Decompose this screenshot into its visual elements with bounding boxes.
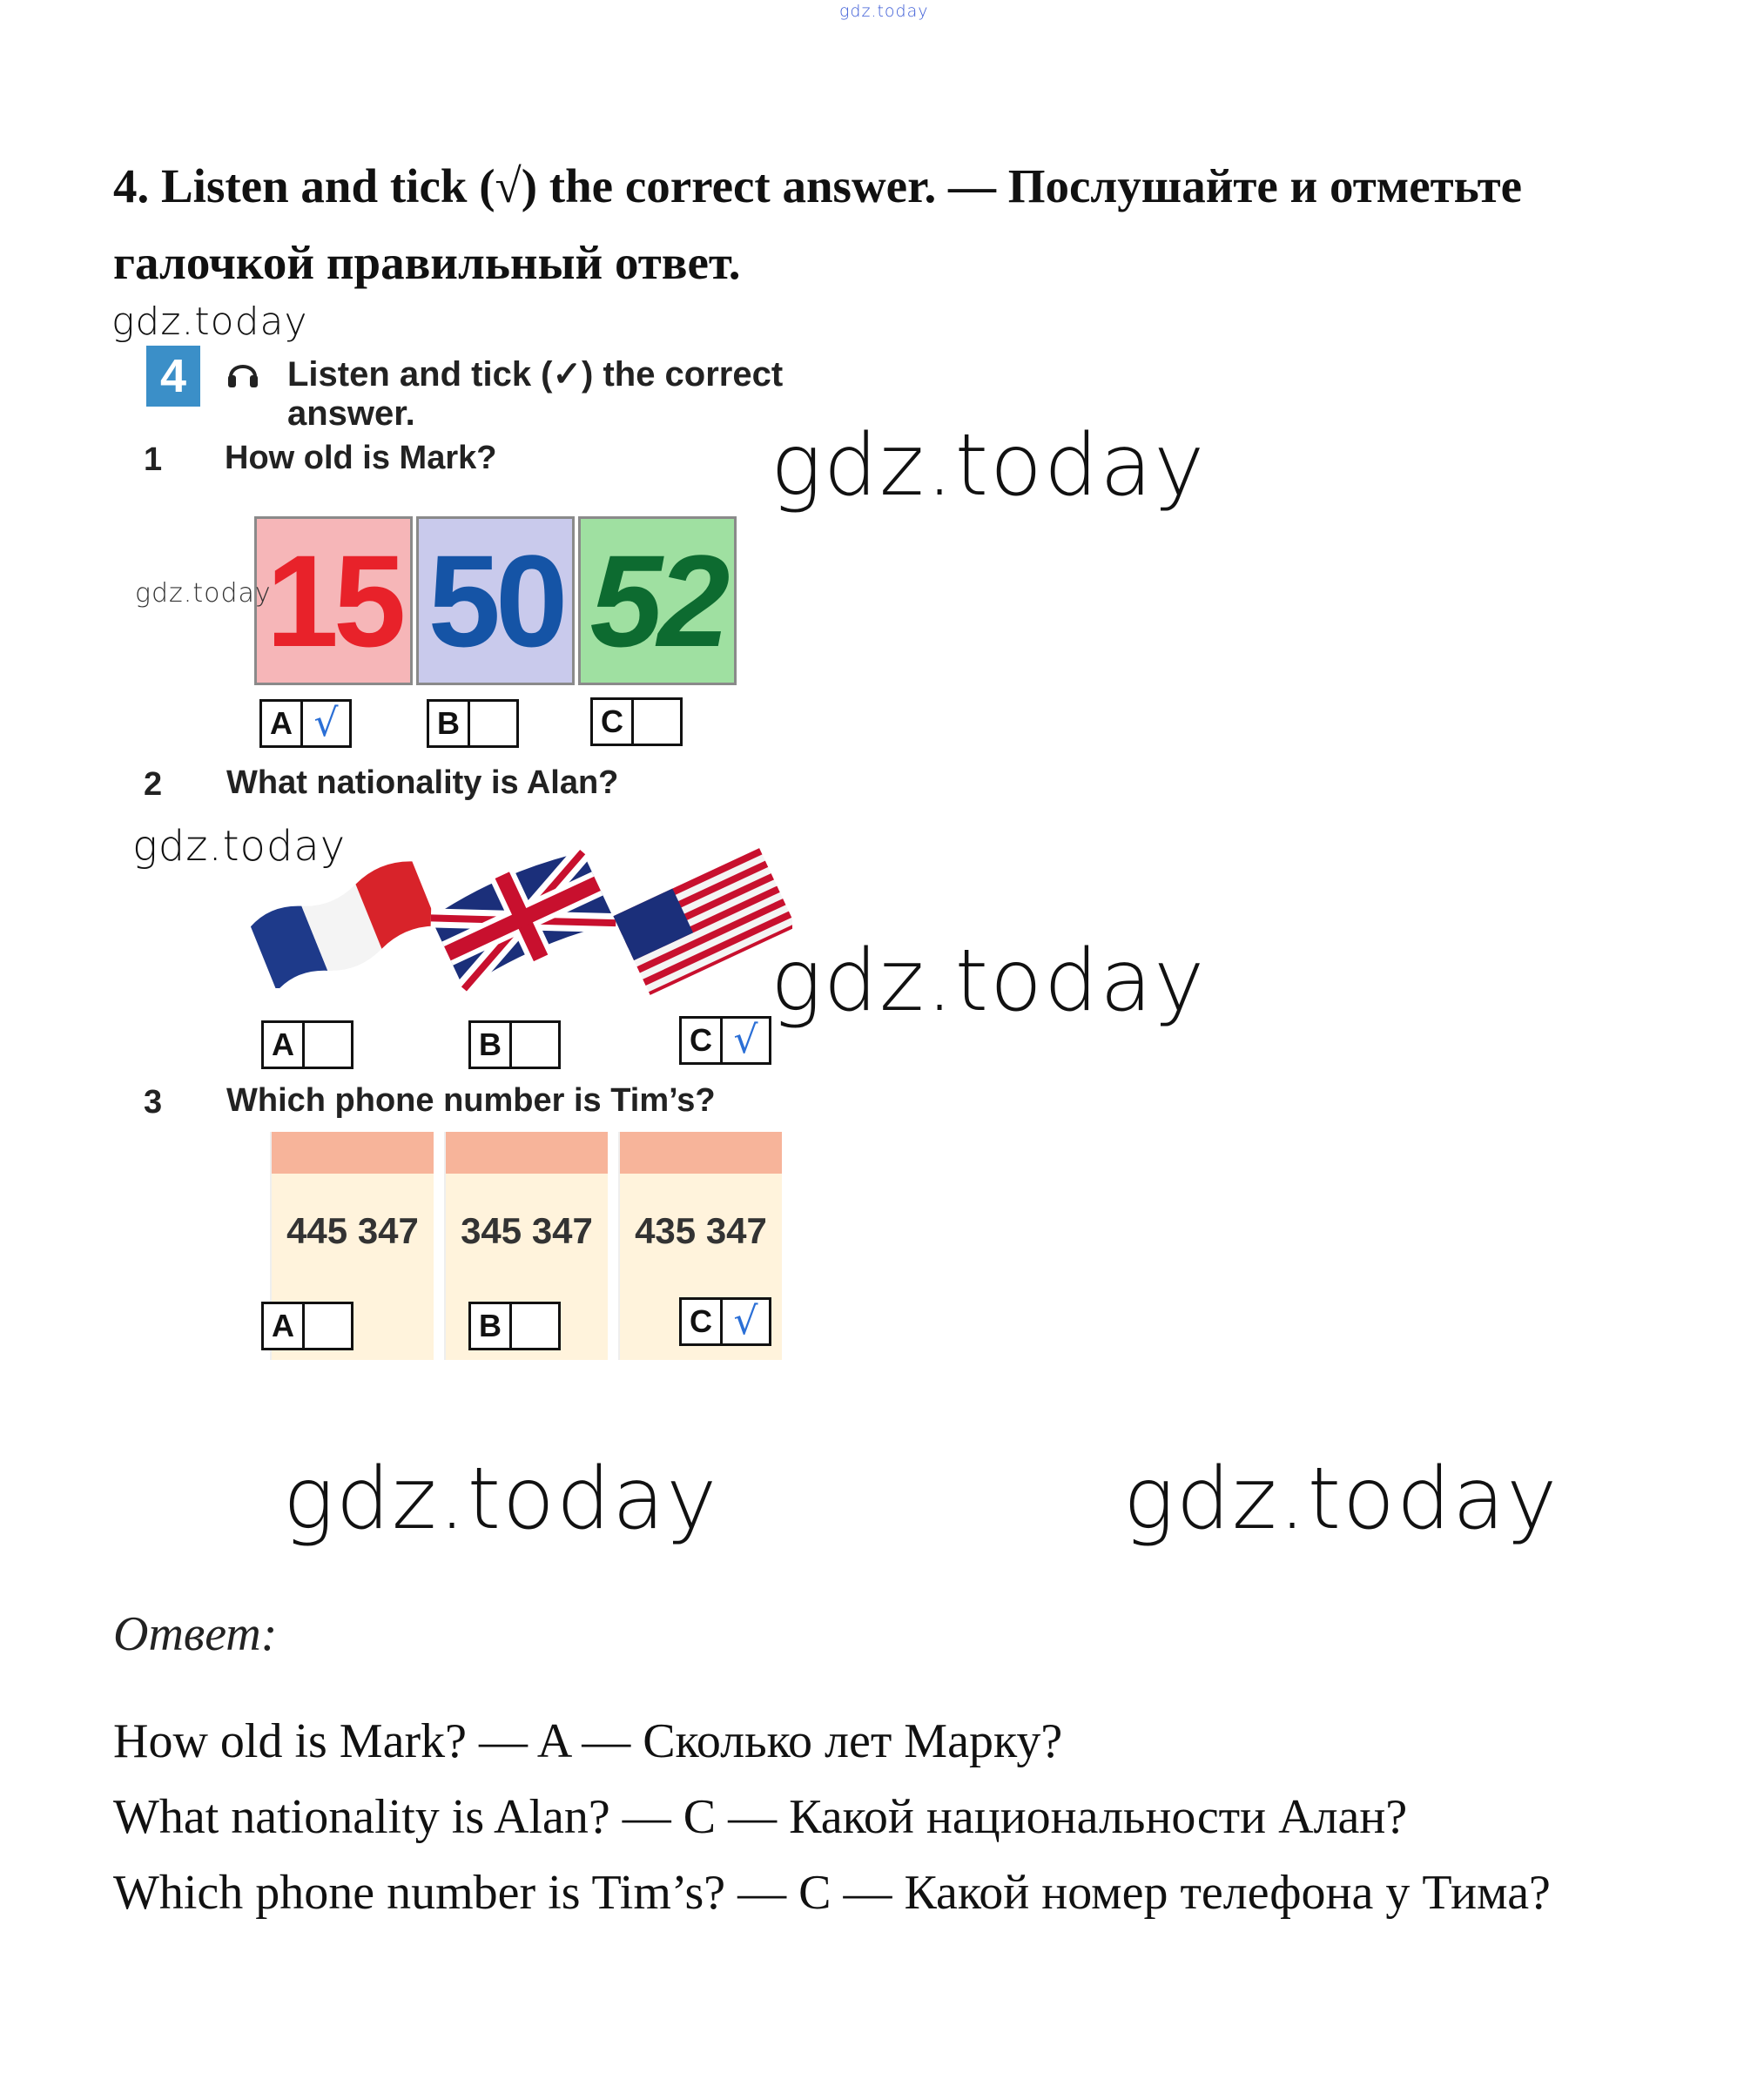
age-card-b: 50 xyxy=(416,516,575,685)
option-box-b[interactable] xyxy=(468,1302,561,1350)
phone-card-header xyxy=(272,1132,434,1174)
tick-mark xyxy=(634,700,680,744)
tick-mark: √ xyxy=(733,1018,758,1062)
watermark: gdz.today xyxy=(1123,1450,1559,1549)
tick-mark xyxy=(512,1023,558,1067)
answer-line: Which phone number is Tim’s? — C — Какой номер телефона у Тима? xyxy=(113,1866,1551,1920)
phone-number: 345 347 xyxy=(461,1210,593,1251)
option-box-a[interactable] xyxy=(261,1302,353,1350)
option-box-a[interactable] xyxy=(261,1020,353,1069)
option-box-c[interactable] xyxy=(679,1297,771,1346)
option-letter: C xyxy=(593,700,634,744)
question-text: What nationality is Alan? xyxy=(226,764,619,801)
tick-mark: √ xyxy=(733,1299,758,1343)
watermark: gdz.today xyxy=(135,578,272,609)
option-box-a[interactable] xyxy=(259,699,352,748)
option-letter: C xyxy=(682,1300,723,1343)
phone-card-header xyxy=(620,1132,782,1174)
answer-label: Ответ: xyxy=(113,1607,278,1661)
phone-card-header xyxy=(446,1132,608,1174)
watermark: gdz.today xyxy=(771,416,1207,515)
option-letter: A xyxy=(262,702,303,745)
phone-number: 435 347 xyxy=(635,1210,767,1251)
option-box-b[interactable] xyxy=(427,699,519,748)
phone-number: 445 347 xyxy=(286,1210,419,1251)
tick-mark xyxy=(470,702,516,745)
usa-flag-icon xyxy=(609,836,792,1001)
watermark: gdz.today xyxy=(132,822,347,871)
headphones-icon xyxy=(226,356,259,391)
option-letter: B xyxy=(471,1304,512,1348)
answer-line: What nationality is Alan? — C — Какой национальности Алан? xyxy=(113,1790,1408,1844)
option-box-c[interactable] xyxy=(590,697,683,746)
tick-mark xyxy=(305,1023,351,1067)
task-heading: 4. Listen and tick (√) the correct answer. — Послушайте и отметьте галочкой правильный ответ. xyxy=(113,159,1523,289)
question-number: 2 xyxy=(144,766,163,803)
tick-mark: √ xyxy=(313,701,339,745)
watermark: gdz.today xyxy=(283,1450,719,1549)
option-letter: A xyxy=(264,1023,305,1067)
age-card-a: 15 xyxy=(254,516,413,685)
option-letter: B xyxy=(429,702,470,745)
option-letter: B xyxy=(471,1023,512,1067)
option-box-b[interactable] xyxy=(468,1020,561,1069)
option-letter: C xyxy=(682,1019,723,1062)
exercise-title: Listen and tick (✓) the correct answer. xyxy=(287,355,784,433)
question-number: 3 xyxy=(144,1084,163,1121)
tick-mark xyxy=(512,1304,558,1348)
answer-line: How old is Mark? — A — Сколько лет Марку? xyxy=(113,1714,1063,1768)
watermark: gdz.today xyxy=(771,932,1207,1031)
watermark: gdz.today xyxy=(111,300,308,344)
question-number: 1 xyxy=(144,441,163,478)
option-box-c[interactable] xyxy=(679,1016,771,1065)
question-text: How old is Mark? xyxy=(225,440,497,476)
watermark: gdz.today xyxy=(839,2,929,21)
uk-flag-icon xyxy=(427,831,618,1006)
age-card-c: 52 xyxy=(578,516,737,685)
tick-mark xyxy=(305,1304,351,1348)
question-text: Which phone number is Tim’s? xyxy=(226,1082,716,1119)
option-letter: A xyxy=(264,1304,305,1348)
exercise-number: 4 xyxy=(146,346,200,407)
